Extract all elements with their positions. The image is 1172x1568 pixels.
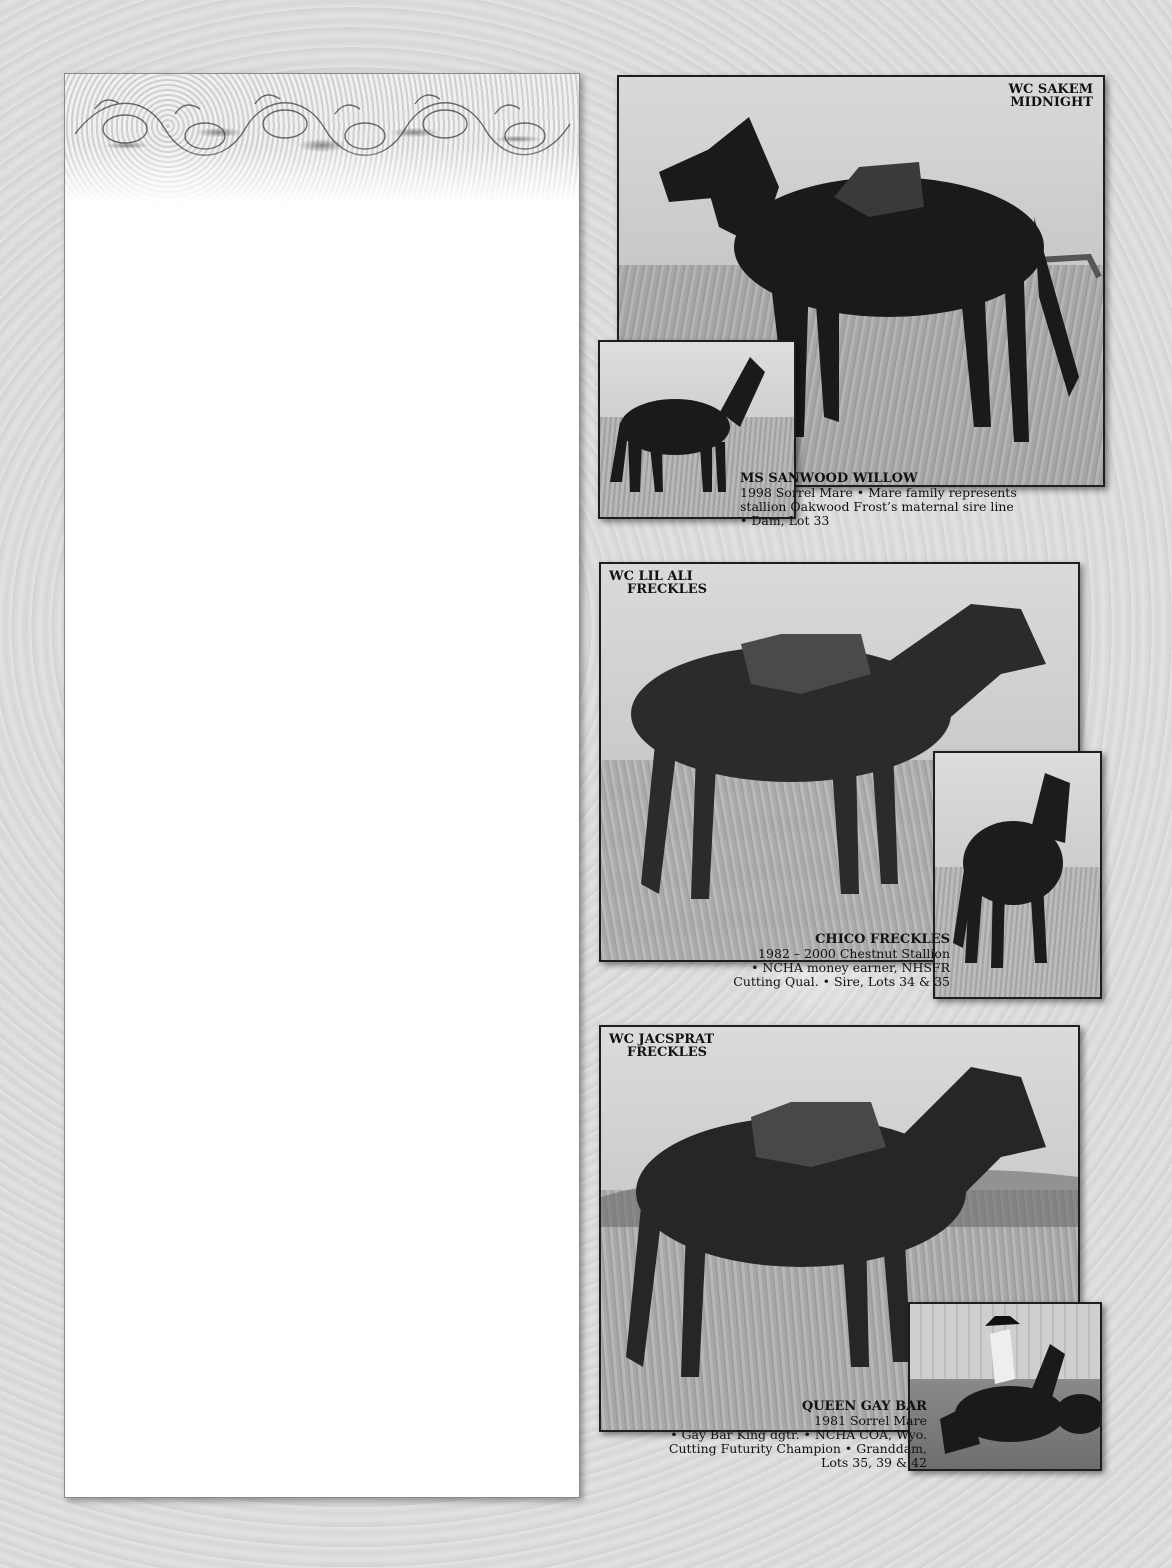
- blank-notes-panel: [64, 73, 580, 1498]
- horse-name-line1: WC LIL ALI: [609, 569, 693, 584]
- caption-line1: 1998 Sorrel Mare • Mare family represents: [740, 485, 1017, 500]
- caption-name: MS SANWOOD WILLOW: [740, 471, 918, 486]
- photo-queen-gay-bar: [908, 1302, 1102, 1471]
- caption-line1: 1981 Sorrel Mare: [814, 1413, 927, 1428]
- caption-line2: • NCHA money earner, NHSFR: [751, 960, 950, 975]
- caption-line3: Cutting Futurity Champion • Granddam,: [668, 1441, 927, 1456]
- caption-name: QUEEN GAY BAR: [801, 1399, 927, 1414]
- caption-chico-freckles: [733, 933, 950, 989]
- caption-line4: Lots 35, 39 & 42: [821, 1455, 927, 1470]
- caption-name: CHICO FRECKLES: [815, 932, 950, 947]
- caption-ms-sanwood-willow: [740, 472, 1017, 528]
- tooled-leather-header-ornament: [65, 74, 579, 204]
- caption-line3: Cutting Qual. • Sire, Lots 34 & 35: [733, 974, 950, 989]
- horse-name-label: [1008, 83, 1093, 109]
- horse-name-line1: WC JACSPRAT: [609, 1032, 715, 1047]
- caption-line2: stallion Oakwood Frost’s maternal sire line: [740, 499, 1014, 514]
- horse-name-line1: WC SAKEM: [1008, 82, 1093, 97]
- horse-name-line2: FRECKLES: [627, 1045, 708, 1060]
- horse-name-line2: MIDNIGHT: [1010, 95, 1093, 110]
- caption-line3: • Dam, Lot 33: [740, 513, 830, 528]
- caption-line1: 1982 – 2000 Chestnut Stallion: [758, 946, 950, 961]
- horse-name-label: [609, 570, 707, 596]
- photo-chico-freckles: [933, 751, 1102, 999]
- caption-line2: • Gay Bar King dgtr. • NCHA COA, Wyo.: [670, 1427, 927, 1442]
- horse-name-line2: FRECKLES: [627, 582, 708, 597]
- horse-name-label: [609, 1033, 714, 1059]
- caption-queen-gay-bar: [669, 1400, 927, 1470]
